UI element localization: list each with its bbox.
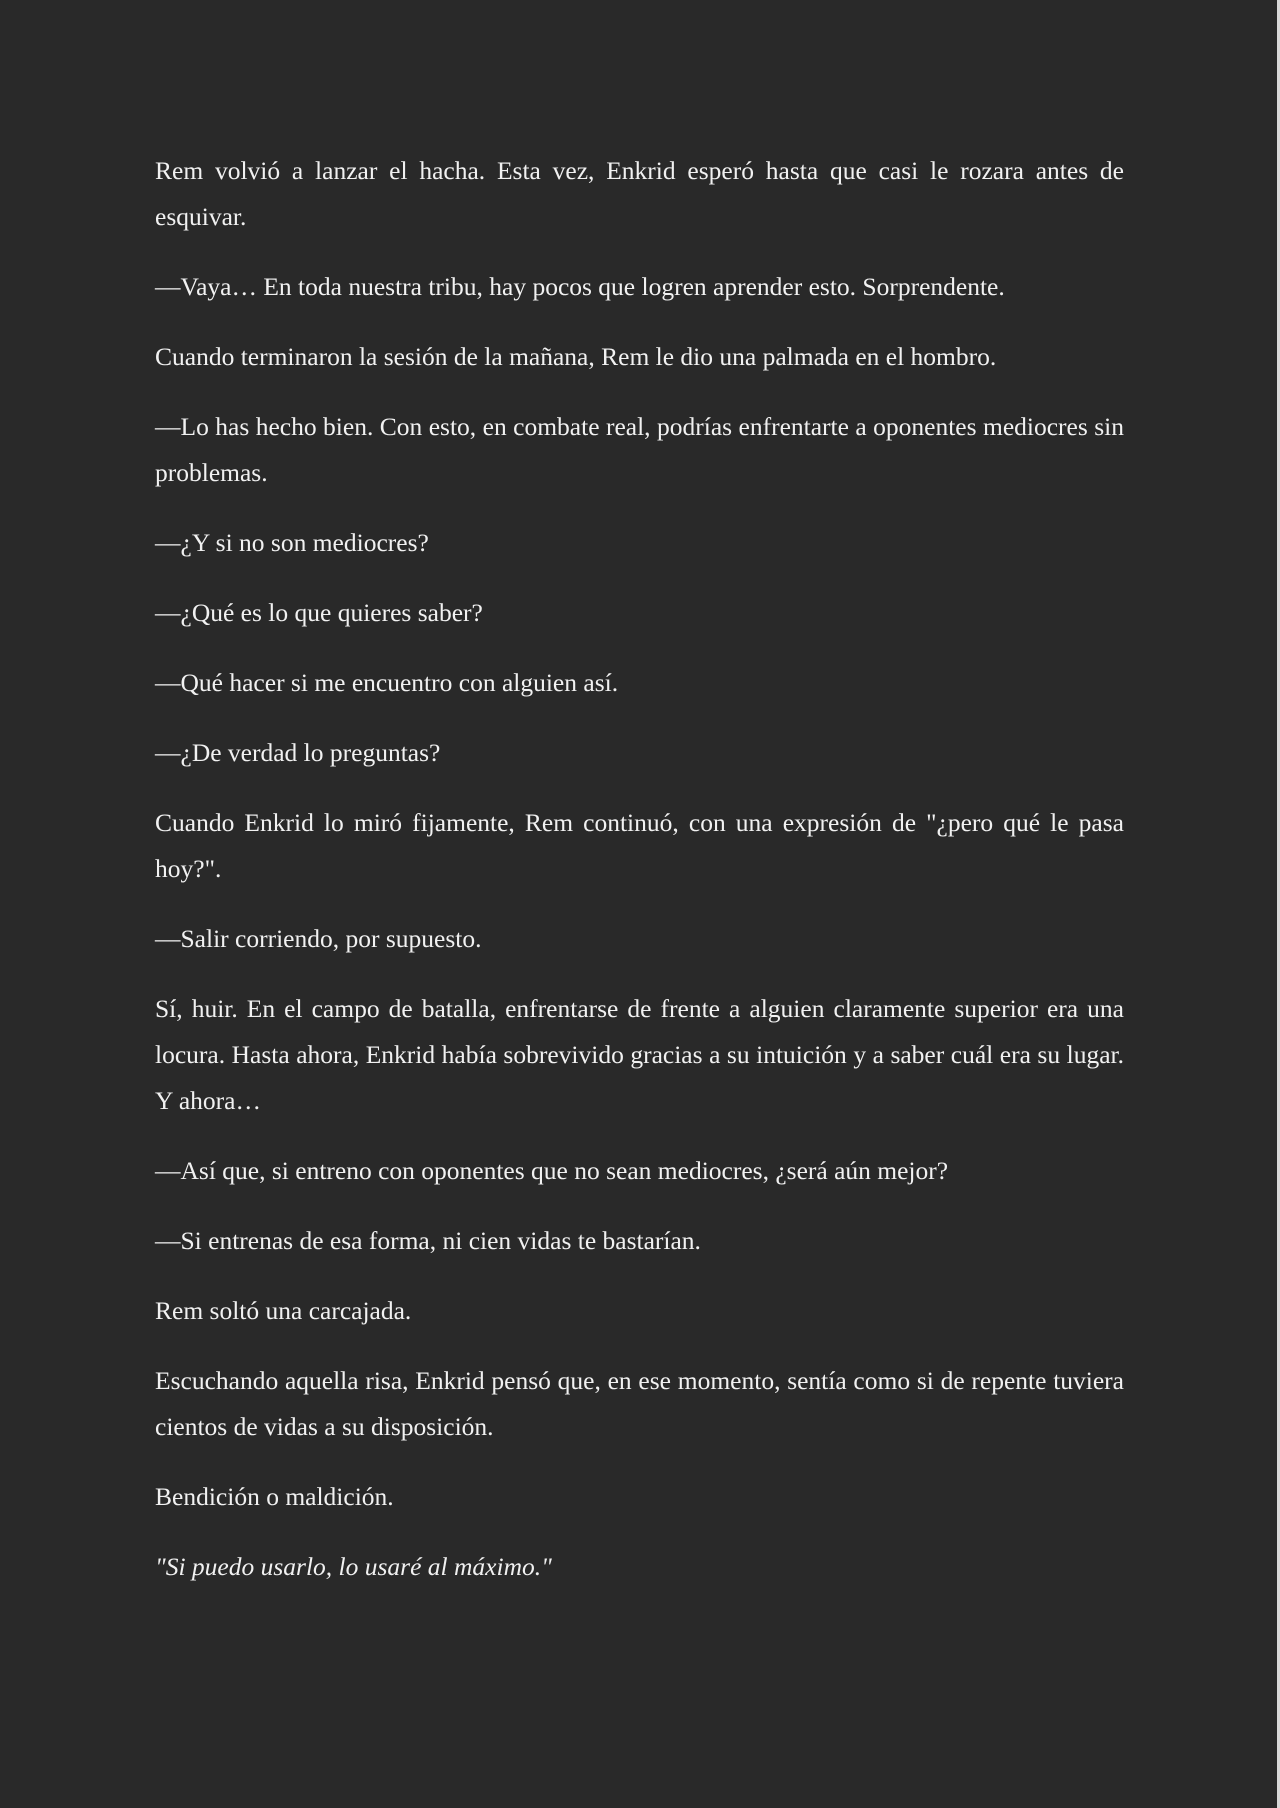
paragraph-9: Cuando Enkrid lo miró fijamente, Rem continuó, con una expresión de "¿pero qué le pasa hoy?".	[155, 808, 1124, 883]
paragraph-11: Sí, huir. En el campo de batalla, enfrentarse de frente a alguien claramente superior era una locura. Hasta ahora, Enkrid había sobrevivido gracias a su intuición y a saber cuál era su lugar. Y ahora…	[155, 994, 1124, 1115]
paragraph-17-italic-thought: "Si puedo usarlo, lo usaré al máximo."	[155, 1552, 552, 1581]
paragraph-15: Escuchando aquella risa, Enkrid pensó que, en ese momento, sentía como si de repente tuviera cientos de vidas a su disposición.	[155, 1366, 1124, 1441]
paragraph-12: —Así que, si entreno con oponentes que no sean mediocres, ¿será aún mejor?	[155, 1156, 949, 1185]
paragraph-10: —Salir corriendo, por supuesto.	[155, 924, 482, 953]
chapter-text	[155, 148, 1124, 1614]
paragraph-5: —¿Y si no son mediocres?	[155, 528, 429, 557]
paragraph-4: —Lo has hecho bien. Con esto, en combate real, podrías enfrentarte a oponentes mediocres sin problemas.	[155, 412, 1124, 487]
paragraph-7: —Qué hacer si me encuentro con alguien así.	[155, 668, 619, 697]
paragraph-1: Rem volvió a lanzar el hacha. Esta vez, Enkrid esperó hasta que casi le rozara antes de esquivar.	[155, 156, 1124, 231]
paragraph-3: Cuando terminaron la sesión de la mañana, Rem le dio una palmada en el hombro.	[155, 342, 997, 371]
paragraph-16: Bendición o maldición.	[155, 1482, 394, 1511]
paragraph-13: —Si entrenas de esa forma, ni cien vidas te bastarían.	[155, 1226, 701, 1255]
paragraph-2: —Vaya… En toda nuestra tribu, hay pocos que logren aprender esto. Sorprendente.	[155, 272, 1005, 301]
paragraph-8: —¿De verdad lo preguntas?	[155, 738, 441, 767]
paragraph-6: —¿Qué es lo que quieres saber?	[155, 598, 483, 627]
paragraph-14: Rem soltó una carcajada.	[155, 1296, 412, 1325]
